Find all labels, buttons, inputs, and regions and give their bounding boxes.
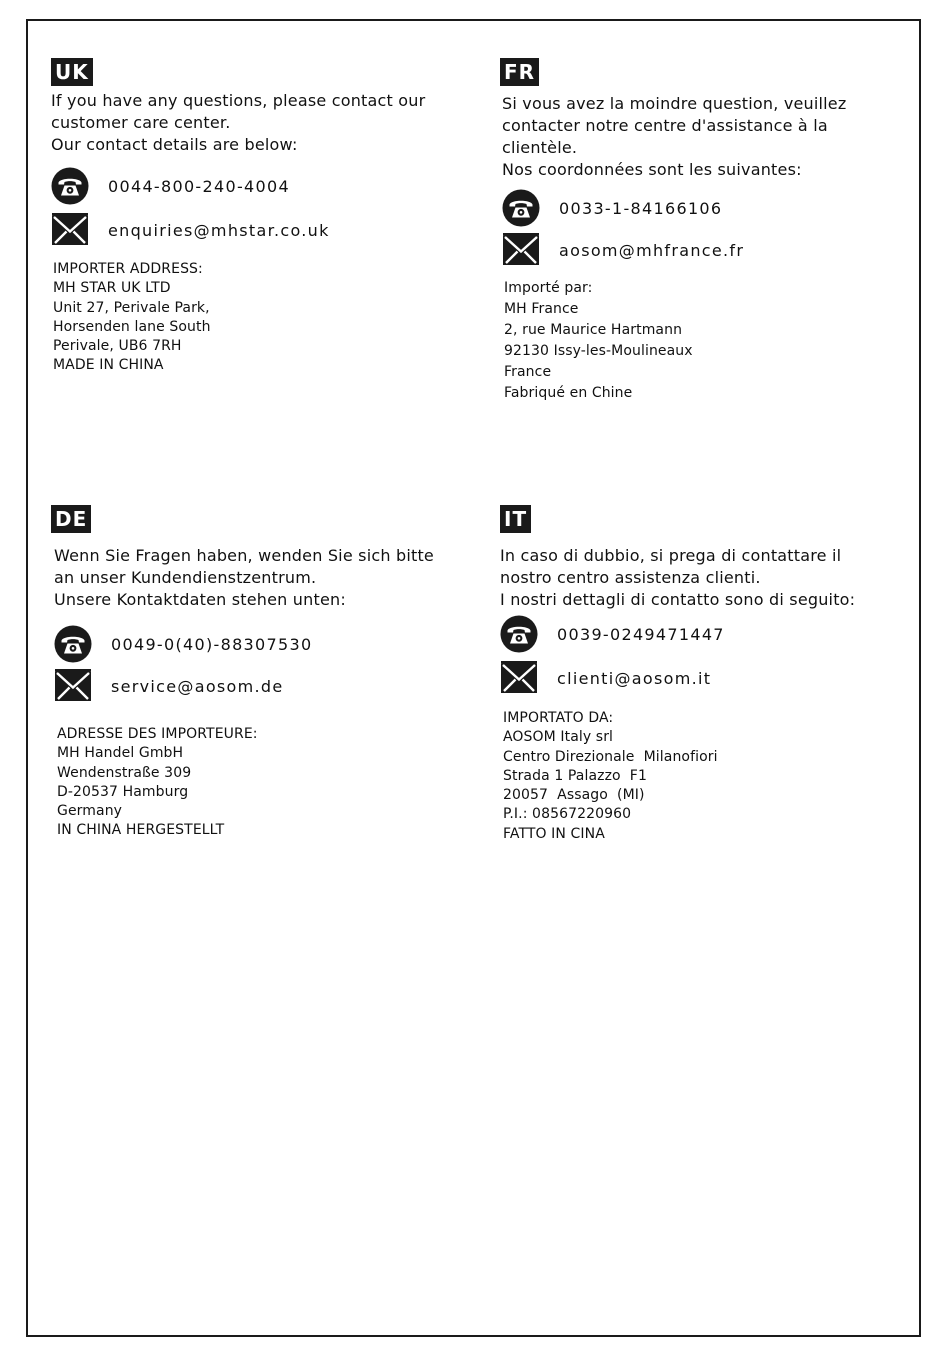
email-row-de <box>54 669 471 703</box>
country-badge-de: DE <box>51 505 91 533</box>
address-line: IMPORTATO DA: <box>503 710 614 726</box>
address-line: MH STAR UK LTD <box>53 280 171 297</box>
address-line: FATTO IN CINA <box>503 825 605 842</box>
envelope-icon <box>502 233 540 267</box>
importer-address-it <box>503 709 920 844</box>
address-line: 92130 Issy-les-Moulineaux <box>504 343 693 359</box>
phone-row-it <box>500 615 920 653</box>
address-line: Perivale, UB6 7RH <box>53 338 182 355</box>
address-line: MH France <box>504 301 579 317</box>
importer-address-fr <box>504 278 920 404</box>
address-line: ADRESSE DES IMPORTEURE: <box>57 726 258 742</box>
address-line: IMPORTER ADDRESS: <box>53 261 203 277</box>
intro-line: contacter notre centre d'assistance à la <box>502 116 828 135</box>
email-row-uk <box>51 213 471 247</box>
importer-address-de <box>57 725 471 841</box>
intro-line: an unser Kundendienstzentrum. <box>54 568 317 587</box>
intro-line: clientèle. <box>502 138 578 157</box>
address-line: 2, rue Maurice Hartmann <box>504 322 683 338</box>
phone-icon <box>502 189 540 227</box>
intro-line: In caso di dubbio, si prega di contattare il <box>500 546 842 565</box>
email-address-fr[interactable]: aosom@mhfrance.fr <box>559 240 745 260</box>
address-line: Fabriqué en Chine <box>504 385 633 401</box>
phone-number-de[interactable]: 0049-0(40)-88307530 <box>111 634 313 654</box>
phone-number-it[interactable]: 0039-0249471447 <box>557 624 725 644</box>
email-address-de[interactable]: service@aosom.de <box>111 676 284 696</box>
email-address-it[interactable]: clienti@aosom.it <box>557 668 712 688</box>
phone-row-de <box>54 625 471 663</box>
phone-row-uk <box>51 167 471 205</box>
address-line: France <box>504 364 552 380</box>
address-line: Unit 27, Perivale Park, <box>53 299 210 316</box>
intro-line: I nostri dettagli di contatto sono di seguito: <box>500 590 856 609</box>
phone-row-fr <box>502 189 920 227</box>
address-line: Wendenstraße 309 <box>57 764 192 781</box>
country-badge-fr: FR <box>500 58 539 86</box>
envelope-icon <box>54 669 92 703</box>
address-line: MH Handel GmbH <box>57 745 184 762</box>
email-address-uk[interactable]: enquiries@mhstar.co.uk <box>108 220 330 240</box>
country-badge-it: IT <box>500 505 531 533</box>
section-it <box>500 505 920 844</box>
envelope-icon <box>51 213 89 247</box>
address-line: MADE IN CHINA <box>53 357 164 374</box>
address-line: Horsenden lane South <box>53 318 211 335</box>
intro-text-it <box>500 545 920 611</box>
importer-address-uk <box>53 260 471 376</box>
phone-icon <box>51 167 89 205</box>
address-line: Importé par: <box>504 280 593 296</box>
address-line: Centro Direzionale Milanofiori <box>503 748 718 765</box>
intro-line: Wenn Sie Fragen haben, wenden Sie sich bitte <box>54 546 434 565</box>
intro-line: Unsere Kontaktdaten stehen unten: <box>54 590 346 609</box>
intro-line: If you have any questions, please contact our <box>51 91 426 110</box>
intro-line: nostro centro assistenza clienti. <box>500 568 761 587</box>
address-line: Germany <box>57 803 123 820</box>
intro-text-fr <box>502 93 920 181</box>
section-fr <box>500 58 920 404</box>
intro-line: Si vous avez la moindre question, veuillez <box>502 94 847 113</box>
intro-line: Our contact details are below: <box>51 135 298 154</box>
section-uk <box>51 58 471 376</box>
email-row-it <box>500 661 920 695</box>
address-line: 20057 Assago (MI) <box>503 787 645 804</box>
address-line: Strada 1 Palazzo F1 <box>503 767 647 784</box>
address-line: P.I.: 08567220960 <box>503 806 632 823</box>
phone-number-uk[interactable]: 0044-800-240-4004 <box>108 176 290 196</box>
phone-icon <box>500 615 538 653</box>
address-line: AOSOM Italy srl <box>503 729 614 746</box>
address-line: IN CHINA HERGESTELLT <box>57 822 225 839</box>
intro-text-uk <box>51 90 471 156</box>
country-badge-uk: UK <box>51 58 93 86</box>
intro-line: Nos coordonnées sont les suivantes: <box>502 160 802 179</box>
email-row-fr <box>502 233 920 267</box>
phone-icon <box>54 625 92 663</box>
address-line: D-20537 Hamburg <box>57 783 189 800</box>
section-de <box>51 505 471 841</box>
phone-number-fr[interactable]: 0033-1-84166106 <box>559 198 723 218</box>
intro-text-de <box>54 545 471 611</box>
envelope-icon <box>500 661 538 695</box>
intro-line: customer care center. <box>51 113 231 132</box>
